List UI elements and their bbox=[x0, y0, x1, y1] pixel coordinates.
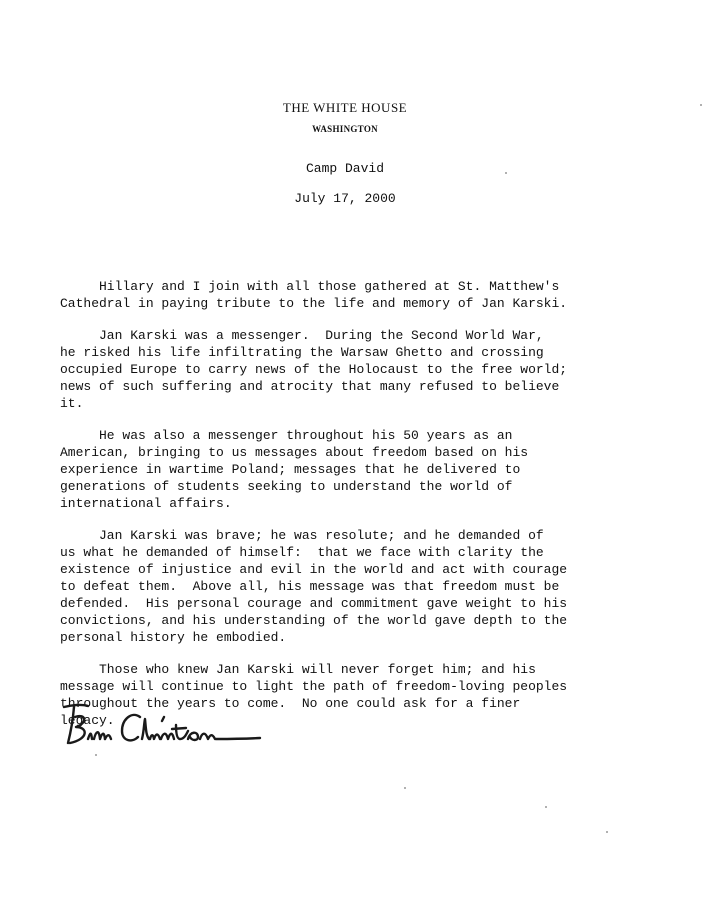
paragraph-2: Jan Karski was a messenger. During the Second World War, he risked his life infiltrating the Warsaw Ghetto and crossing occupied Europe to carry news of the Holocaust to the free world; news of such suffering and atrocity that many refused to believe it. bbox=[60, 328, 568, 411]
signature-image bbox=[58, 695, 268, 755]
letter-place: Camp David bbox=[305, 161, 384, 176]
letter-body bbox=[60, 278, 700, 744]
scan-speck bbox=[545, 806, 547, 808]
scan-speck bbox=[95, 754, 97, 756]
paragraph-5: Those who knew Jan Karski will never forget him; and his message will continue to light the path of freedom-loving peoples throughout the years to come. No one could ask for a finer legacy. bbox=[60, 662, 568, 728]
paragraph-4: Jan Karski was brave; he was resolute; and he demanded of us what he demanded of himself: that we face with clarity the existence of injustice and evil in the world and act with courage to defeat them. Above all, his message was that freedom must be defended. His personal courage and commitment gave weight to his convictions, and his understanding of the world gave depth to the personal history he embodied. bbox=[60, 528, 568, 645]
paragraph-3: He was also a messenger throughout his 50 years as an American, bringing to us messages about freedom based on his experience in wartime Poland; messages that he delivered to generations of students seeking to understand the world of international affairs. bbox=[60, 428, 529, 511]
scan-speck bbox=[606, 831, 608, 833]
paragraph-1: Hillary and I join with all those gathered at St. Matthew's Cathedral in paying tribute to the life and memory of Jan Karski. bbox=[60, 279, 568, 311]
letterhead-subtitle: WASHINGTON bbox=[312, 124, 378, 134]
scan-speck bbox=[700, 104, 702, 106]
letter-date: July 17, 2000 bbox=[294, 191, 396, 206]
scan-speck bbox=[404, 787, 406, 789]
scan-speck bbox=[505, 172, 507, 174]
letterhead-title: THE WHITE HOUSE bbox=[282, 100, 408, 115]
